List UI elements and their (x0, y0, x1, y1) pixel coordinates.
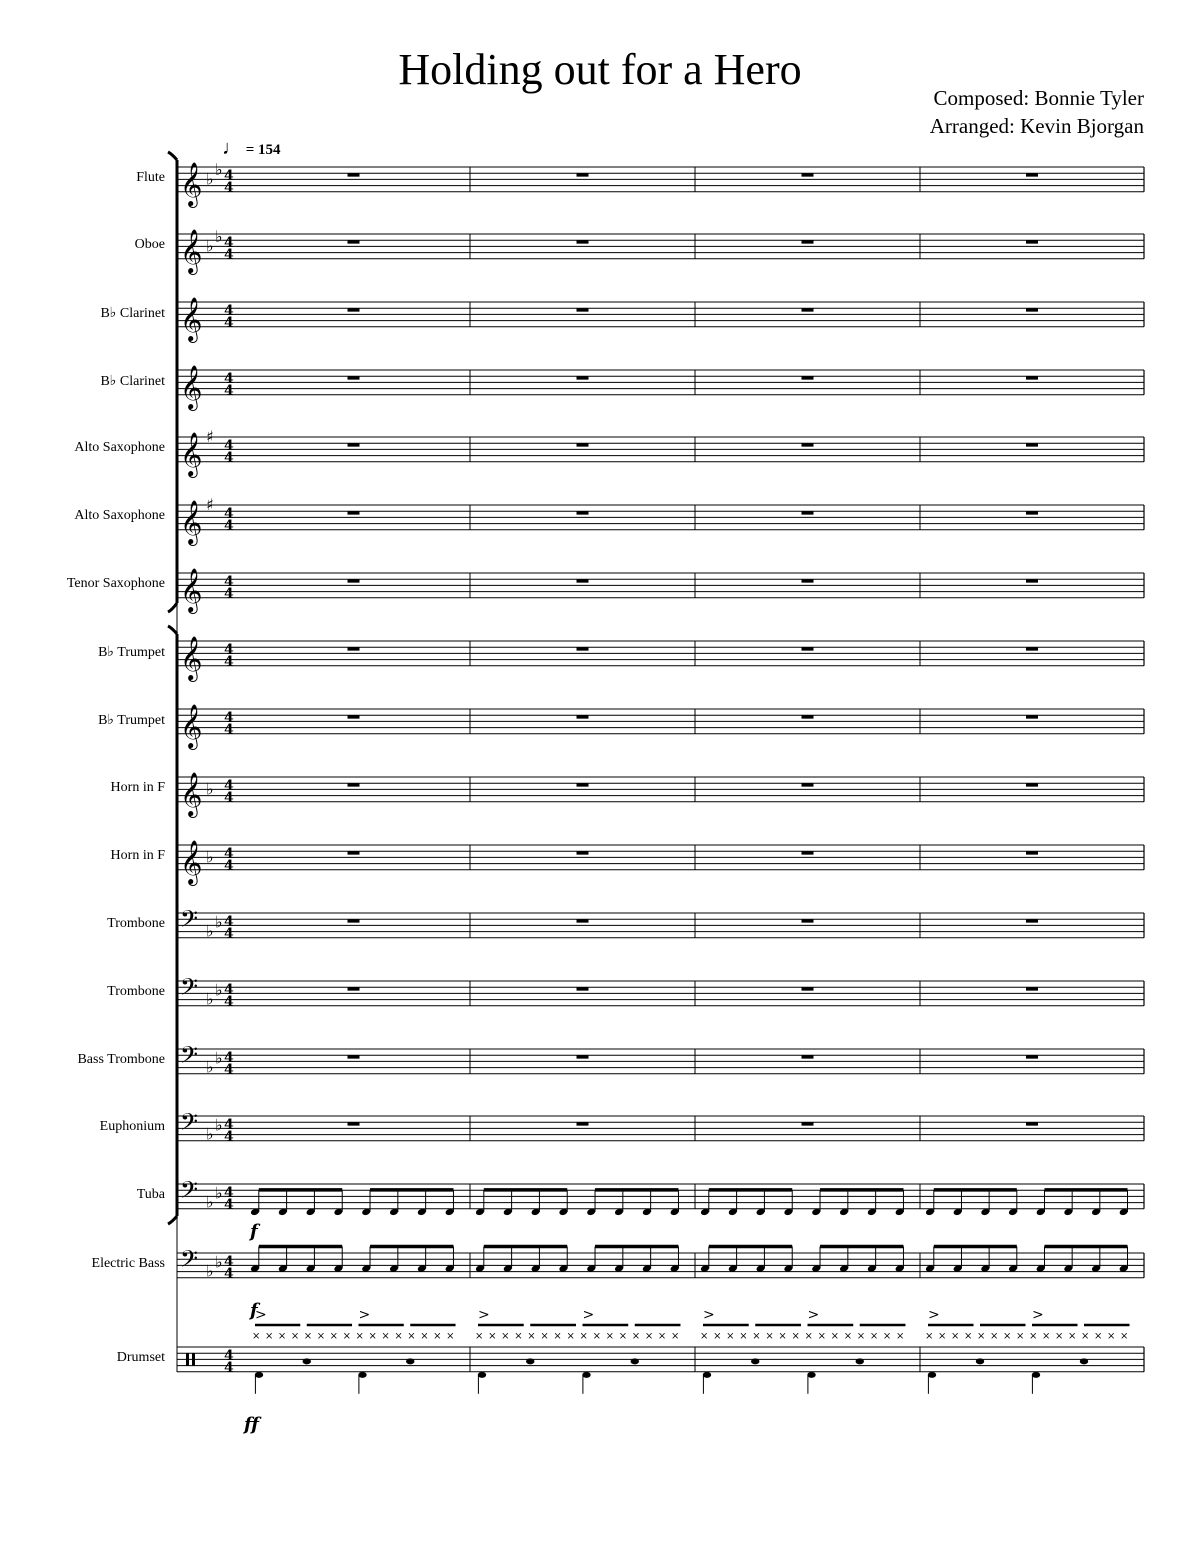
hi-hat-note: × (1120, 1331, 1129, 1342)
flat-icon: ♭ (215, 912, 223, 932)
staff (177, 370, 1144, 395)
time-signature-numerator: 4 (224, 914, 234, 930)
flat-icon: ♭ (206, 169, 214, 189)
whole-rest-icon (348, 1122, 360, 1125)
hi-hat-note: × (618, 1331, 628, 1342)
whole-rest-icon (802, 173, 814, 176)
time-signature-denominator: 4 (224, 722, 234, 738)
whole-rest-icon (1026, 308, 1038, 311)
whole-rest-icon (348, 376, 360, 379)
treble-clef-icon: 𝄞 (180, 296, 203, 341)
hi-hat-note: × (527, 1331, 536, 1342)
whole-rest-icon (577, 579, 589, 582)
time-signature-numerator: 4 (224, 168, 234, 184)
treble-clef-icon: 𝄞 (180, 771, 203, 816)
whole-rest-icon (1026, 647, 1038, 650)
hi-hat-note: × (631, 1331, 641, 1342)
whole-rest-icon (577, 308, 589, 311)
instrument-label: Alto Saxophone (74, 440, 165, 456)
time-signature-denominator: 4 (224, 790, 234, 806)
whole-rest-icon (802, 579, 814, 582)
bass-clef-icon: 𝄢 (180, 905, 199, 938)
flat-icon: ♭ (215, 980, 223, 1000)
staff (177, 573, 1144, 598)
instrument-label: Horn in F (110, 848, 165, 864)
whole-rest-icon (348, 715, 360, 718)
accent-icon: > (703, 1307, 715, 1323)
hi-hat-note: × (895, 1331, 905, 1342)
flat-icon: ♭ (206, 779, 214, 799)
whole-rest-icon (1026, 240, 1038, 243)
whole-rest-icon (348, 443, 360, 446)
staff (177, 167, 1144, 192)
accent-icon: > (582, 1307, 595, 1323)
hi-hat-note: × (566, 1331, 575, 1342)
hi-hat-note: × (951, 1331, 960, 1342)
staff (177, 234, 1144, 259)
whole-rest-icon (1026, 1122, 1038, 1125)
hi-hat-note: × (252, 1331, 261, 1342)
whole-rest-icon (577, 240, 589, 243)
whole-rest-icon (577, 173, 589, 176)
hi-hat-note: × (670, 1331, 680, 1342)
brass-bracket (168, 626, 177, 1224)
hi-hat-note: × (882, 1331, 892, 1342)
hi-hat-note: × (778, 1331, 787, 1342)
time-signature-denominator: 4 (224, 518, 234, 534)
staff (177, 437, 1144, 462)
instrument-label: B♭ Trumpet (98, 713, 165, 729)
hi-hat-note: × (938, 1331, 947, 1342)
flat-icon: ♭ (206, 921, 214, 941)
staff (177, 1347, 1144, 1372)
whole-rest-icon (1026, 987, 1038, 990)
instrument-label: Oboe (134, 237, 165, 253)
time-signature-numerator: 4 (224, 438, 234, 454)
hi-hat-note: × (977, 1331, 986, 1342)
whole-rest-icon (577, 511, 589, 514)
staff (177, 1253, 1144, 1278)
whole-rest-icon (1026, 851, 1038, 854)
staff (177, 913, 1144, 938)
accent-icon: > (255, 1307, 267, 1323)
whole-rest-icon (1026, 443, 1038, 446)
quarter-note-icon: ♩ (222, 137, 242, 159)
hi-hat-note: × (726, 1331, 735, 1342)
staff (177, 1116, 1144, 1141)
time-signature-denominator: 4 (224, 315, 234, 331)
time-signature-numerator: 4 (224, 1050, 234, 1066)
snare-note (856, 1358, 864, 1364)
time-signature-denominator: 4 (224, 858, 234, 874)
staff (177, 1049, 1144, 1074)
score-title: Holding out for a Hero (398, 45, 802, 94)
whole-rest-icon (1026, 715, 1038, 718)
flat-icon: ♭ (206, 847, 214, 867)
hi-hat-note: × (514, 1331, 523, 1342)
treble-clef-icon: 𝄞 (180, 567, 203, 612)
treble-clef-icon: 𝄞 (180, 364, 203, 409)
instrument-label: Flute (136, 170, 165, 186)
time-signature-numerator: 4 (224, 846, 234, 862)
staff (177, 777, 1144, 802)
time-signature-denominator: 4 (224, 180, 234, 196)
instrument-label: Tuba (136, 1187, 165, 1203)
accent-icon: > (478, 1307, 490, 1323)
time-signature-numerator: 4 (224, 506, 234, 522)
hi-hat-note: × (1042, 1331, 1051, 1342)
hi-hat-note: × (579, 1331, 588, 1342)
accent-icon: > (807, 1307, 820, 1323)
bass-clef-icon: 𝄢 (180, 1245, 199, 1278)
time-signature-denominator: 4 (224, 994, 234, 1010)
flat-icon: ♭ (215, 160, 223, 180)
treble-clef-icon: 𝄞 (180, 839, 203, 884)
hi-hat-note: × (605, 1331, 615, 1342)
sharp-icon: ♯ (206, 495, 214, 514)
hi-hat-note: × (329, 1331, 339, 1342)
whole-rest-icon (802, 1055, 814, 1058)
whole-rest-icon (802, 987, 814, 990)
staff (177, 709, 1144, 734)
time-signature-numerator: 4 (224, 371, 234, 387)
whole-rest-icon (348, 1055, 360, 1058)
hi-hat-note: × (433, 1331, 442, 1342)
whole-rest-icon (577, 376, 589, 379)
bass-drum-note (703, 1372, 711, 1378)
hi-hat-note: × (1081, 1331, 1090, 1342)
staff (177, 981, 1144, 1006)
time-signature-numerator: 4 (224, 710, 234, 726)
time-signature-numerator: 4 (224, 235, 234, 251)
bass-clef-icon: 𝄢 (180, 973, 199, 1006)
whole-rest-icon (802, 308, 814, 311)
instrument-label: Drumset (116, 1350, 165, 1366)
treble-clef-icon: 𝄞 (180, 499, 203, 544)
whole-rest-icon (348, 783, 360, 786)
flat-icon: ♭ (206, 1261, 214, 1281)
sharp-icon: ♯ (206, 427, 214, 446)
hi-hat-note: × (488, 1331, 497, 1342)
snare-note (1080, 1358, 1088, 1364)
snare-note (526, 1358, 534, 1364)
hi-hat-note: × (303, 1331, 313, 1342)
instrument-label: Euphonium (99, 1119, 165, 1135)
whole-rest-icon (1026, 376, 1038, 379)
whole-rest-icon (802, 783, 814, 786)
woodwind-bracket (168, 152, 177, 612)
bass-drum-note (478, 1372, 486, 1378)
instrument-label: Trombone (107, 916, 165, 932)
time-signature-numerator: 4 (224, 982, 234, 998)
whole-rest-icon (577, 715, 589, 718)
flat-icon: ♭ (206, 989, 214, 1009)
hi-hat-note: × (290, 1331, 300, 1342)
hi-hat-note: × (420, 1331, 429, 1342)
hi-hat-note: × (381, 1331, 390, 1342)
time-signature-denominator: 4 (224, 586, 234, 602)
staff (177, 845, 1144, 870)
whole-rest-icon (577, 647, 589, 650)
hi-hat-note: × (1094, 1331, 1103, 1342)
hi-hat-note: × (264, 1331, 274, 1342)
whole-rest-icon (348, 647, 360, 650)
hi-hat-note: × (368, 1331, 377, 1342)
whole-rest-icon (802, 1122, 814, 1125)
hi-hat-note: × (1003, 1331, 1012, 1342)
whole-rest-icon (1026, 173, 1038, 176)
flat-icon: ♭ (215, 1252, 223, 1272)
bass-clef-icon: 𝄢 (180, 1041, 199, 1074)
instrument-label: Trombone (107, 984, 165, 1000)
hi-hat-note: × (925, 1331, 934, 1342)
hi-hat-note: × (791, 1331, 800, 1342)
flat-icon: ♭ (215, 1183, 223, 1203)
hi-hat-note: × (713, 1331, 722, 1342)
flat-icon: ♭ (215, 227, 223, 247)
whole-rest-icon (802, 919, 814, 922)
whole-rest-icon (802, 851, 814, 854)
staff (177, 302, 1144, 327)
whole-rest-icon (348, 240, 360, 243)
arranger-credit: Arranged: Kevin Bjorgan (929, 114, 1144, 138)
whole-rest-icon (802, 715, 814, 718)
hi-hat-note: × (700, 1331, 709, 1342)
snare-note (631, 1358, 639, 1364)
time-signature-denominator: 4 (224, 1197, 234, 1213)
time-signature-numerator: 4 (224, 1117, 234, 1133)
bass-clef-icon: 𝄢 (180, 1176, 199, 1209)
treble-clef-icon: 𝄞 (180, 431, 203, 476)
whole-rest-icon (802, 376, 814, 379)
instrument-label: B♭ Trumpet (98, 645, 165, 661)
hi-hat-note: × (1068, 1331, 1077, 1342)
whole-rest-icon (577, 783, 589, 786)
time-signature-denominator: 4 (224, 1266, 234, 1282)
hi-hat-note: × (804, 1331, 813, 1342)
whole-rest-icon (348, 511, 360, 514)
instrument-label: B♭ Clarinet (100, 306, 165, 322)
hi-hat-note: × (765, 1331, 774, 1342)
treble-clef-icon: 𝄞 (180, 161, 203, 206)
composer-credit: Composed: Bonnie Tyler (933, 86, 1144, 110)
time-signature-numerator: 4 (224, 1185, 234, 1201)
hi-hat-note: × (342, 1331, 351, 1342)
accent-icon: > (358, 1307, 371, 1323)
flat-icon: ♭ (215, 1115, 223, 1135)
accent-icon: > (1032, 1307, 1044, 1323)
whole-rest-icon (348, 579, 360, 582)
snare-note (976, 1358, 984, 1364)
flat-icon: ♭ (206, 1057, 214, 1077)
hi-hat-note: × (752, 1331, 761, 1342)
bass-drum-note (807, 1372, 815, 1378)
time-signature-numerator: 4 (224, 778, 234, 794)
hi-hat-note: × (355, 1331, 364, 1342)
whole-rest-icon (348, 308, 360, 311)
whole-rest-icon (1026, 1055, 1038, 1058)
whole-rest-icon (577, 919, 589, 922)
hi-hat-note: × (657, 1331, 667, 1342)
bass-drum-note (255, 1372, 263, 1378)
hi-hat-note: × (856, 1331, 866, 1342)
whole-rest-icon (348, 919, 360, 922)
accent-icon: > (928, 1307, 940, 1323)
time-signature-numerator: 4 (224, 642, 234, 658)
whole-rest-icon (577, 1122, 589, 1125)
time-signature-denominator: 4 (224, 1129, 234, 1145)
hi-hat-note: × (644, 1331, 654, 1342)
whole-rest-icon (577, 443, 589, 446)
whole-rest-icon (577, 851, 589, 854)
hi-hat-note: × (540, 1331, 549, 1342)
whole-rest-icon (348, 173, 360, 176)
hi-hat-note: × (843, 1331, 853, 1342)
flat-icon: ♭ (206, 236, 214, 256)
hi-hat-note: × (501, 1331, 510, 1342)
hi-hat-note: × (446, 1331, 455, 1342)
hi-hat-note: × (1029, 1331, 1038, 1342)
staff (177, 1184, 1144, 1209)
whole-rest-icon (802, 647, 814, 650)
time-signature-numerator: 4 (224, 1254, 234, 1270)
instrument-label: B♭ Clarinet (100, 374, 165, 390)
instrument-label: Bass Trombone (77, 1052, 165, 1068)
time-signature-denominator: 4 (224, 926, 234, 942)
bass-drum-note (1032, 1372, 1040, 1378)
snare-note (751, 1358, 759, 1364)
whole-rest-icon (802, 240, 814, 243)
tempo-value: = 154 (245, 142, 281, 158)
percussion-clef-icon (186, 1353, 189, 1365)
hi-hat-note: × (394, 1331, 403, 1342)
time-signature-denominator: 4 (224, 450, 234, 466)
flat-icon: ♭ (215, 1048, 223, 1068)
bass-drum-note (582, 1372, 590, 1378)
bass-drum-note (928, 1372, 936, 1378)
treble-clef-icon: 𝄞 (180, 703, 203, 748)
hi-hat-note: × (407, 1331, 416, 1342)
instrument-label: Horn in F (110, 780, 165, 796)
whole-rest-icon (1026, 579, 1038, 582)
flat-icon: ♭ (206, 1192, 214, 1212)
whole-rest-icon (802, 443, 814, 446)
time-signature-denominator: 4 (224, 654, 234, 670)
time-signature-numerator: 4 (224, 1348, 234, 1364)
hi-hat-note: × (316, 1331, 326, 1342)
hi-hat-note: × (964, 1331, 973, 1342)
hi-hat-note: × (830, 1331, 840, 1342)
whole-rest-icon (577, 987, 589, 990)
hi-hat-note: × (817, 1331, 826, 1342)
staff (177, 505, 1144, 530)
staff (177, 641, 1144, 666)
time-signature-numerator: 4 (224, 574, 234, 590)
percussion-clef-icon (192, 1353, 195, 1365)
hi-hat-note: × (475, 1331, 484, 1342)
time-signature-denominator: 4 (224, 383, 234, 399)
hi-hat-note: × (1016, 1331, 1025, 1342)
flat-icon: ♭ (206, 1124, 214, 1144)
whole-rest-icon (802, 511, 814, 514)
hi-hat-note: × (1055, 1331, 1064, 1342)
whole-rest-icon (1026, 919, 1038, 922)
treble-clef-icon: 𝄞 (180, 228, 203, 273)
whole-rest-icon (1026, 783, 1038, 786)
hi-hat-note: × (277, 1331, 287, 1342)
whole-rest-icon (1026, 511, 1038, 514)
snare-note (303, 1358, 311, 1364)
hi-hat-note: × (553, 1331, 562, 1342)
treble-clef-icon: 𝄞 (180, 635, 203, 680)
snare-note (406, 1358, 414, 1364)
hi-hat-note: × (869, 1331, 879, 1342)
hi-hat-note: × (1107, 1331, 1116, 1342)
whole-rest-icon (348, 987, 360, 990)
dynamic-marking: f (250, 1299, 258, 1321)
whole-rest-icon (577, 1055, 589, 1058)
dynamic-marking: ff (244, 1413, 259, 1435)
time-signature-denominator: 4 (224, 247, 234, 263)
bass-clef-icon: 𝄢 (180, 1108, 199, 1141)
instrument-label: Tenor Saxophone (66, 576, 165, 592)
time-signature-denominator: 4 (224, 1062, 234, 1078)
hi-hat-note: × (592, 1331, 601, 1342)
time-signature-numerator: 4 (224, 303, 234, 319)
whole-rest-icon (348, 851, 360, 854)
hi-hat-note: × (739, 1331, 748, 1342)
dynamic-marking: f (250, 1220, 258, 1242)
time-signature-denominator: 4 (224, 1360, 234, 1376)
hi-hat-note: × (990, 1331, 999, 1342)
instrument-label: Electric Bass (91, 1256, 165, 1272)
instrument-label: Alto Saxophone (74, 508, 165, 524)
bass-drum-note (358, 1372, 366, 1378)
